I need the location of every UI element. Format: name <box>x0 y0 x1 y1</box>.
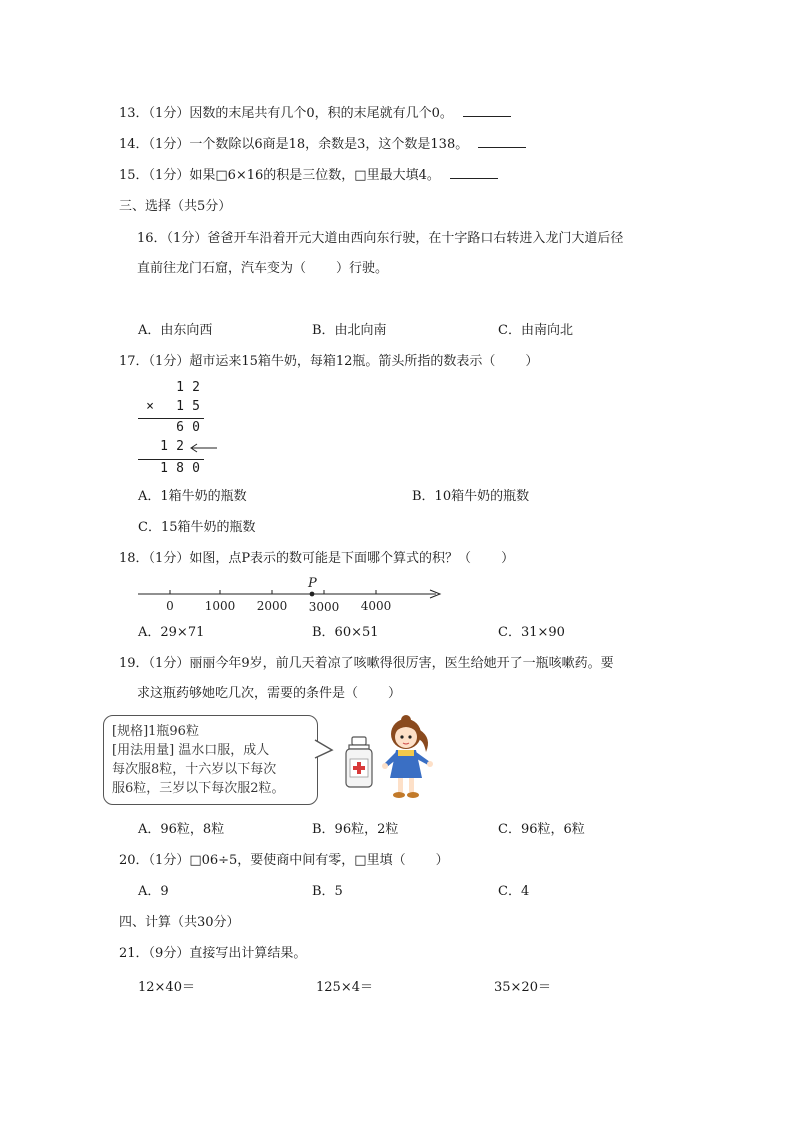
digit: 1 <box>160 439 168 454</box>
digit: 0 <box>192 420 200 435</box>
section-heading-calculation: 四、计算（共30分） <box>119 915 240 930</box>
option-c[interactable]: C．31×90 <box>498 625 565 640</box>
option-c[interactable]: C．4 <box>498 884 530 899</box>
label-usage: 每次服8粒，十六岁以下每次 <box>112 762 277 777</box>
tick-label: 0 <box>166 599 174 613</box>
rule-line <box>138 418 204 419</box>
section-heading-choice: 三、选择（共5分） <box>119 199 232 214</box>
question-21: 21．（9分）直接写出计算结果。 <box>119 946 307 961</box>
rule-line <box>138 459 204 460</box>
question-16-line2: 直前往龙门石窟，汽车变为（ ）行驶。 <box>137 261 389 276</box>
option-a[interactable]: A．9 <box>138 884 169 899</box>
number-line <box>136 574 446 618</box>
medicine-bottle-icon <box>343 735 375 789</box>
option-a[interactable]: A．由东向西 <box>138 323 213 338</box>
answer-blank[interactable] <box>478 135 526 148</box>
medicine-label-bubble <box>103 715 318 805</box>
calc-item[interactable]: 35×20＝ <box>494 980 551 995</box>
question-17: 17．（1分）超市运来15箱牛奶，每箱12瓶。箭头所指的数表示（ ） <box>119 354 539 369</box>
bubble-tail <box>314 738 334 762</box>
question-19-line2: 求这瓶药够她吃几次，需要的条件是（ ） <box>137 686 402 701</box>
digit: 1 <box>160 461 168 476</box>
question-13: 13．（1分）因数的末尾共有几个0，积的末尾就有几个0。 <box>119 104 511 123</box>
tick-label: 4000 <box>360 599 392 613</box>
option-a[interactable]: A．29×71 <box>138 625 205 640</box>
calc-item[interactable]: 12×40＝ <box>138 980 195 995</box>
digit: 6 <box>176 420 184 435</box>
digit: 2 <box>176 439 184 454</box>
option-b[interactable]: B．由北向南 <box>312 323 387 338</box>
label-usage: [用法用量] 温水口服，成人 <box>112 743 270 758</box>
question-15: 15．（1分）如果□6×16的积是三位数，□里最大填4。 <box>119 166 498 185</box>
question-18: 18．（1分）如图，点P表示的数可能是下面哪个算式的积？（ ） <box>119 551 515 566</box>
option-b[interactable]: B．5 <box>312 884 343 899</box>
option-b[interactable]: B．60×51 <box>312 625 379 640</box>
digit: 0 <box>192 461 200 476</box>
point-p <box>310 592 315 597</box>
option-a[interactable]: A．96粒，8粒 <box>138 822 225 837</box>
option-c[interactable]: C．由南向北 <box>498 323 573 338</box>
question-20: 20．（1分）□06÷5，要使商中间有零，□里填（ ） <box>119 853 449 868</box>
option-b[interactable]: B．10箱牛奶的瓶数 <box>412 489 530 504</box>
answer-blank[interactable] <box>450 166 498 179</box>
label-usage: 服6粒，三岁以下每次服2粒。 <box>112 781 285 796</box>
multiply-sign: × <box>146 399 154 414</box>
point-label: P <box>308 576 317 591</box>
digit: 1 <box>176 380 184 395</box>
arrow-left-icon <box>188 442 218 454</box>
option-b[interactable]: B．96粒，2粒 <box>312 822 399 837</box>
digit: 5 <box>192 399 200 414</box>
vertical-multiplication <box>138 380 228 480</box>
calc-item[interactable]: 125×4＝ <box>316 980 373 995</box>
question-14: 14．（1分）一个数除以6商是18，余数是3，这个数是138。 <box>119 135 526 154</box>
question-16-line1: 16．（1分）爸爸开车沿着开元大道由西向东行驶，在十字路口右转进入龙门大道后径 <box>137 231 624 246</box>
tick-label: 1000 <box>204 599 236 613</box>
girl-illustration-icon <box>380 712 436 802</box>
digit: 2 <box>192 380 200 395</box>
option-c[interactable]: C．15箱牛奶的瓶数 <box>138 520 256 535</box>
label-spec: [规格]1瓶96粒 <box>112 724 199 739</box>
option-a[interactable]: A．1箱牛奶的瓶数 <box>138 489 247 504</box>
tick-label: 2000 <box>256 599 288 613</box>
digit: 1 <box>176 399 184 414</box>
answer-blank[interactable] <box>463 104 511 117</box>
tick-label: 3000 <box>308 600 340 614</box>
option-c[interactable]: C．96粒，6粒 <box>498 822 585 837</box>
digit: 8 <box>176 461 184 476</box>
question-19-line1: 19．（1分）丽丽今年9岁，前几天着凉了咳嗽得很厉害，医生给她开了一瓶咳嗽药。要 <box>119 656 614 671</box>
